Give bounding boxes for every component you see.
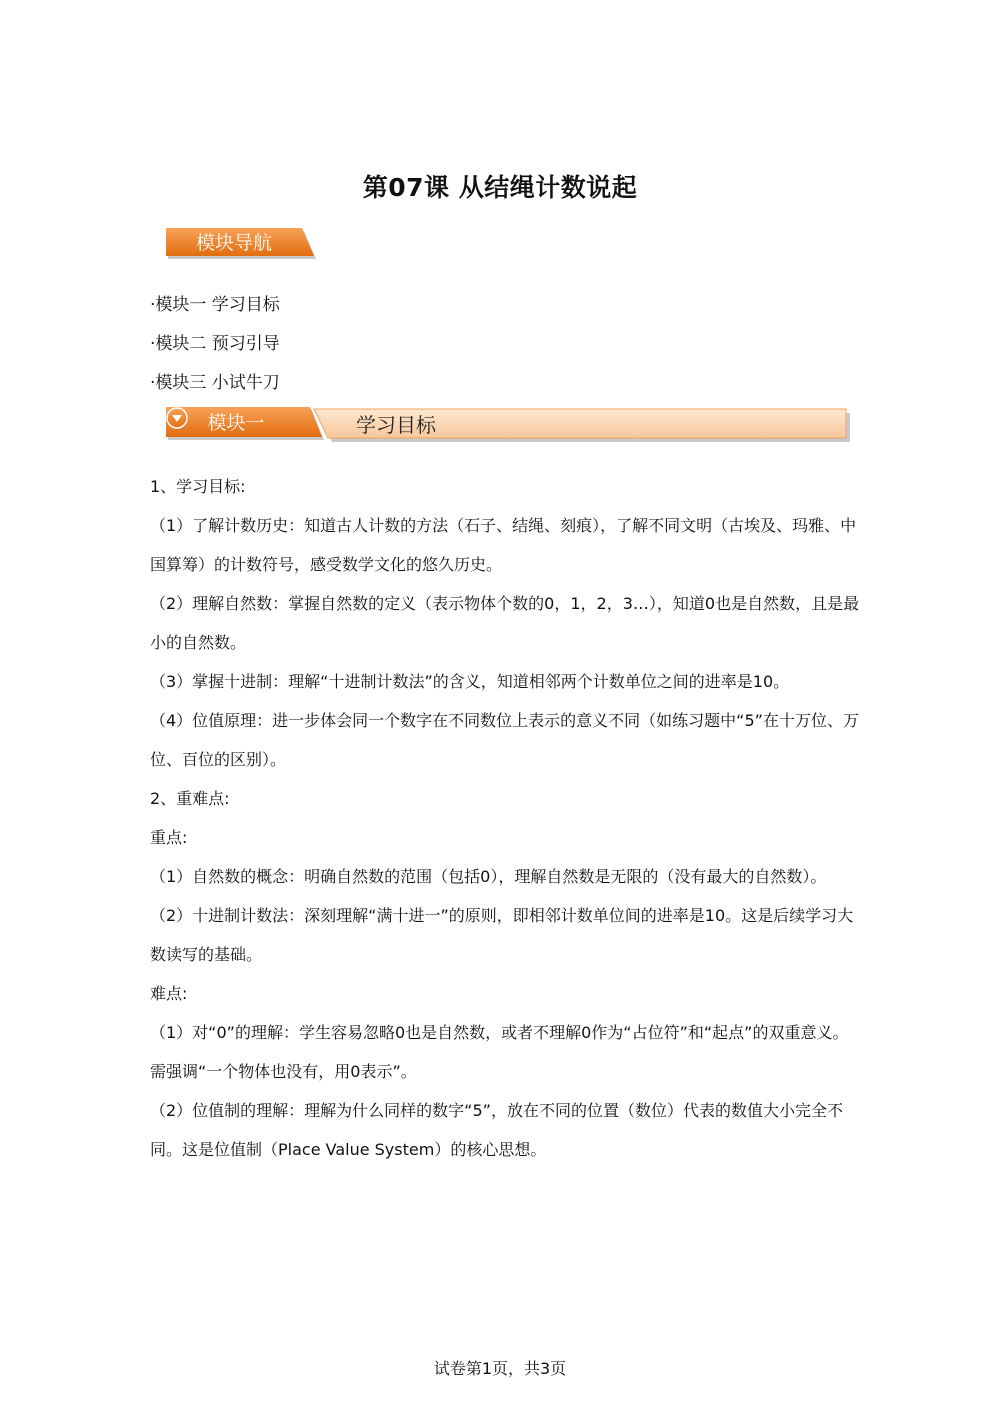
key-point-paragraph: （1）自然数的概念：明确自然数的范围（包括0），理解自然数是无限的（没有最大的自然数）。 bbox=[150, 867, 827, 886]
learning-goals-content bbox=[150, 467, 862, 1169]
page-title: 第07课 从结绳计数说起 bbox=[362, 173, 638, 202]
section-heading-goals: 1、学习目标: bbox=[150, 477, 246, 496]
difficult-point-paragraph: （2）位值制的理解：理解为什么同样的数字“5”，放在不同的位置（数位）代表的数值大小完全不同。这是位值制（Place Value System）的核心思想。 bbox=[150, 1101, 843, 1159]
goal-paragraph: （1）了解计数历史：知道古人计数的方法（石子、结绳、刻痕），了解不同文明（古埃及、玛雅、中国算筹）的计数符号，感受数学文化的悠久历史。 bbox=[150, 516, 857, 574]
nav-item-module-1[interactable]: ·模块一 学习目标 bbox=[150, 295, 280, 315]
module-title-label: 学习目标 bbox=[356, 413, 436, 437]
goal-paragraph: （4）位值原理：进一步体会同一个数字在不同数位上表示的意义不同（如练习题中“5”在十万位、万位、百位的区别）。 bbox=[150, 711, 859, 769]
difficult-point-paragraph: （1）对“0”的理解：学生容易忽略0也是自然数，或者不理解0作为“占位符”和“起点”的双重意义。需强调“一个物体也没有，用0表示”。 bbox=[150, 1023, 849, 1081]
module-tag-label: 模块一 bbox=[207, 412, 265, 434]
nav-item-module-2[interactable]: ·模块二 预习引导 bbox=[150, 334, 280, 354]
module-nav-banner bbox=[166, 228, 318, 262]
module-1-header bbox=[166, 407, 850, 443]
chevron-down-circle-icon[interactable] bbox=[166, 407, 188, 429]
key-point-paragraph: （2）十进制计数法：深刻理解“满十进一”的原则，即相邻计数单位间的进率是10。这是后续学习大数读写的基础。 bbox=[150, 906, 854, 964]
goal-paragraph: （2）理解自然数：掌握自然数的定义（表示物体个数的0，1，2，3…），知道0也是自然数，且是最小的自然数。 bbox=[150, 594, 860, 652]
nav-banner-label: 模块导航 bbox=[195, 232, 272, 254]
subheading-difficult: 难点: bbox=[150, 984, 188, 1003]
goal-paragraph: （3）掌握十进制：理解“十进制计数法”的含义，知道相邻两个计数单位之间的进率是10。 bbox=[150, 672, 790, 691]
page-footer: 试卷第1页，共3页 bbox=[433, 1359, 567, 1378]
subheading-key: 重点: bbox=[150, 828, 188, 847]
section-heading-key-points: 2、重难点: bbox=[150, 789, 230, 808]
module-nav-list bbox=[150, 290, 280, 407]
nav-item-module-3[interactable]: ·模块三 小试牛刀 bbox=[150, 373, 280, 393]
